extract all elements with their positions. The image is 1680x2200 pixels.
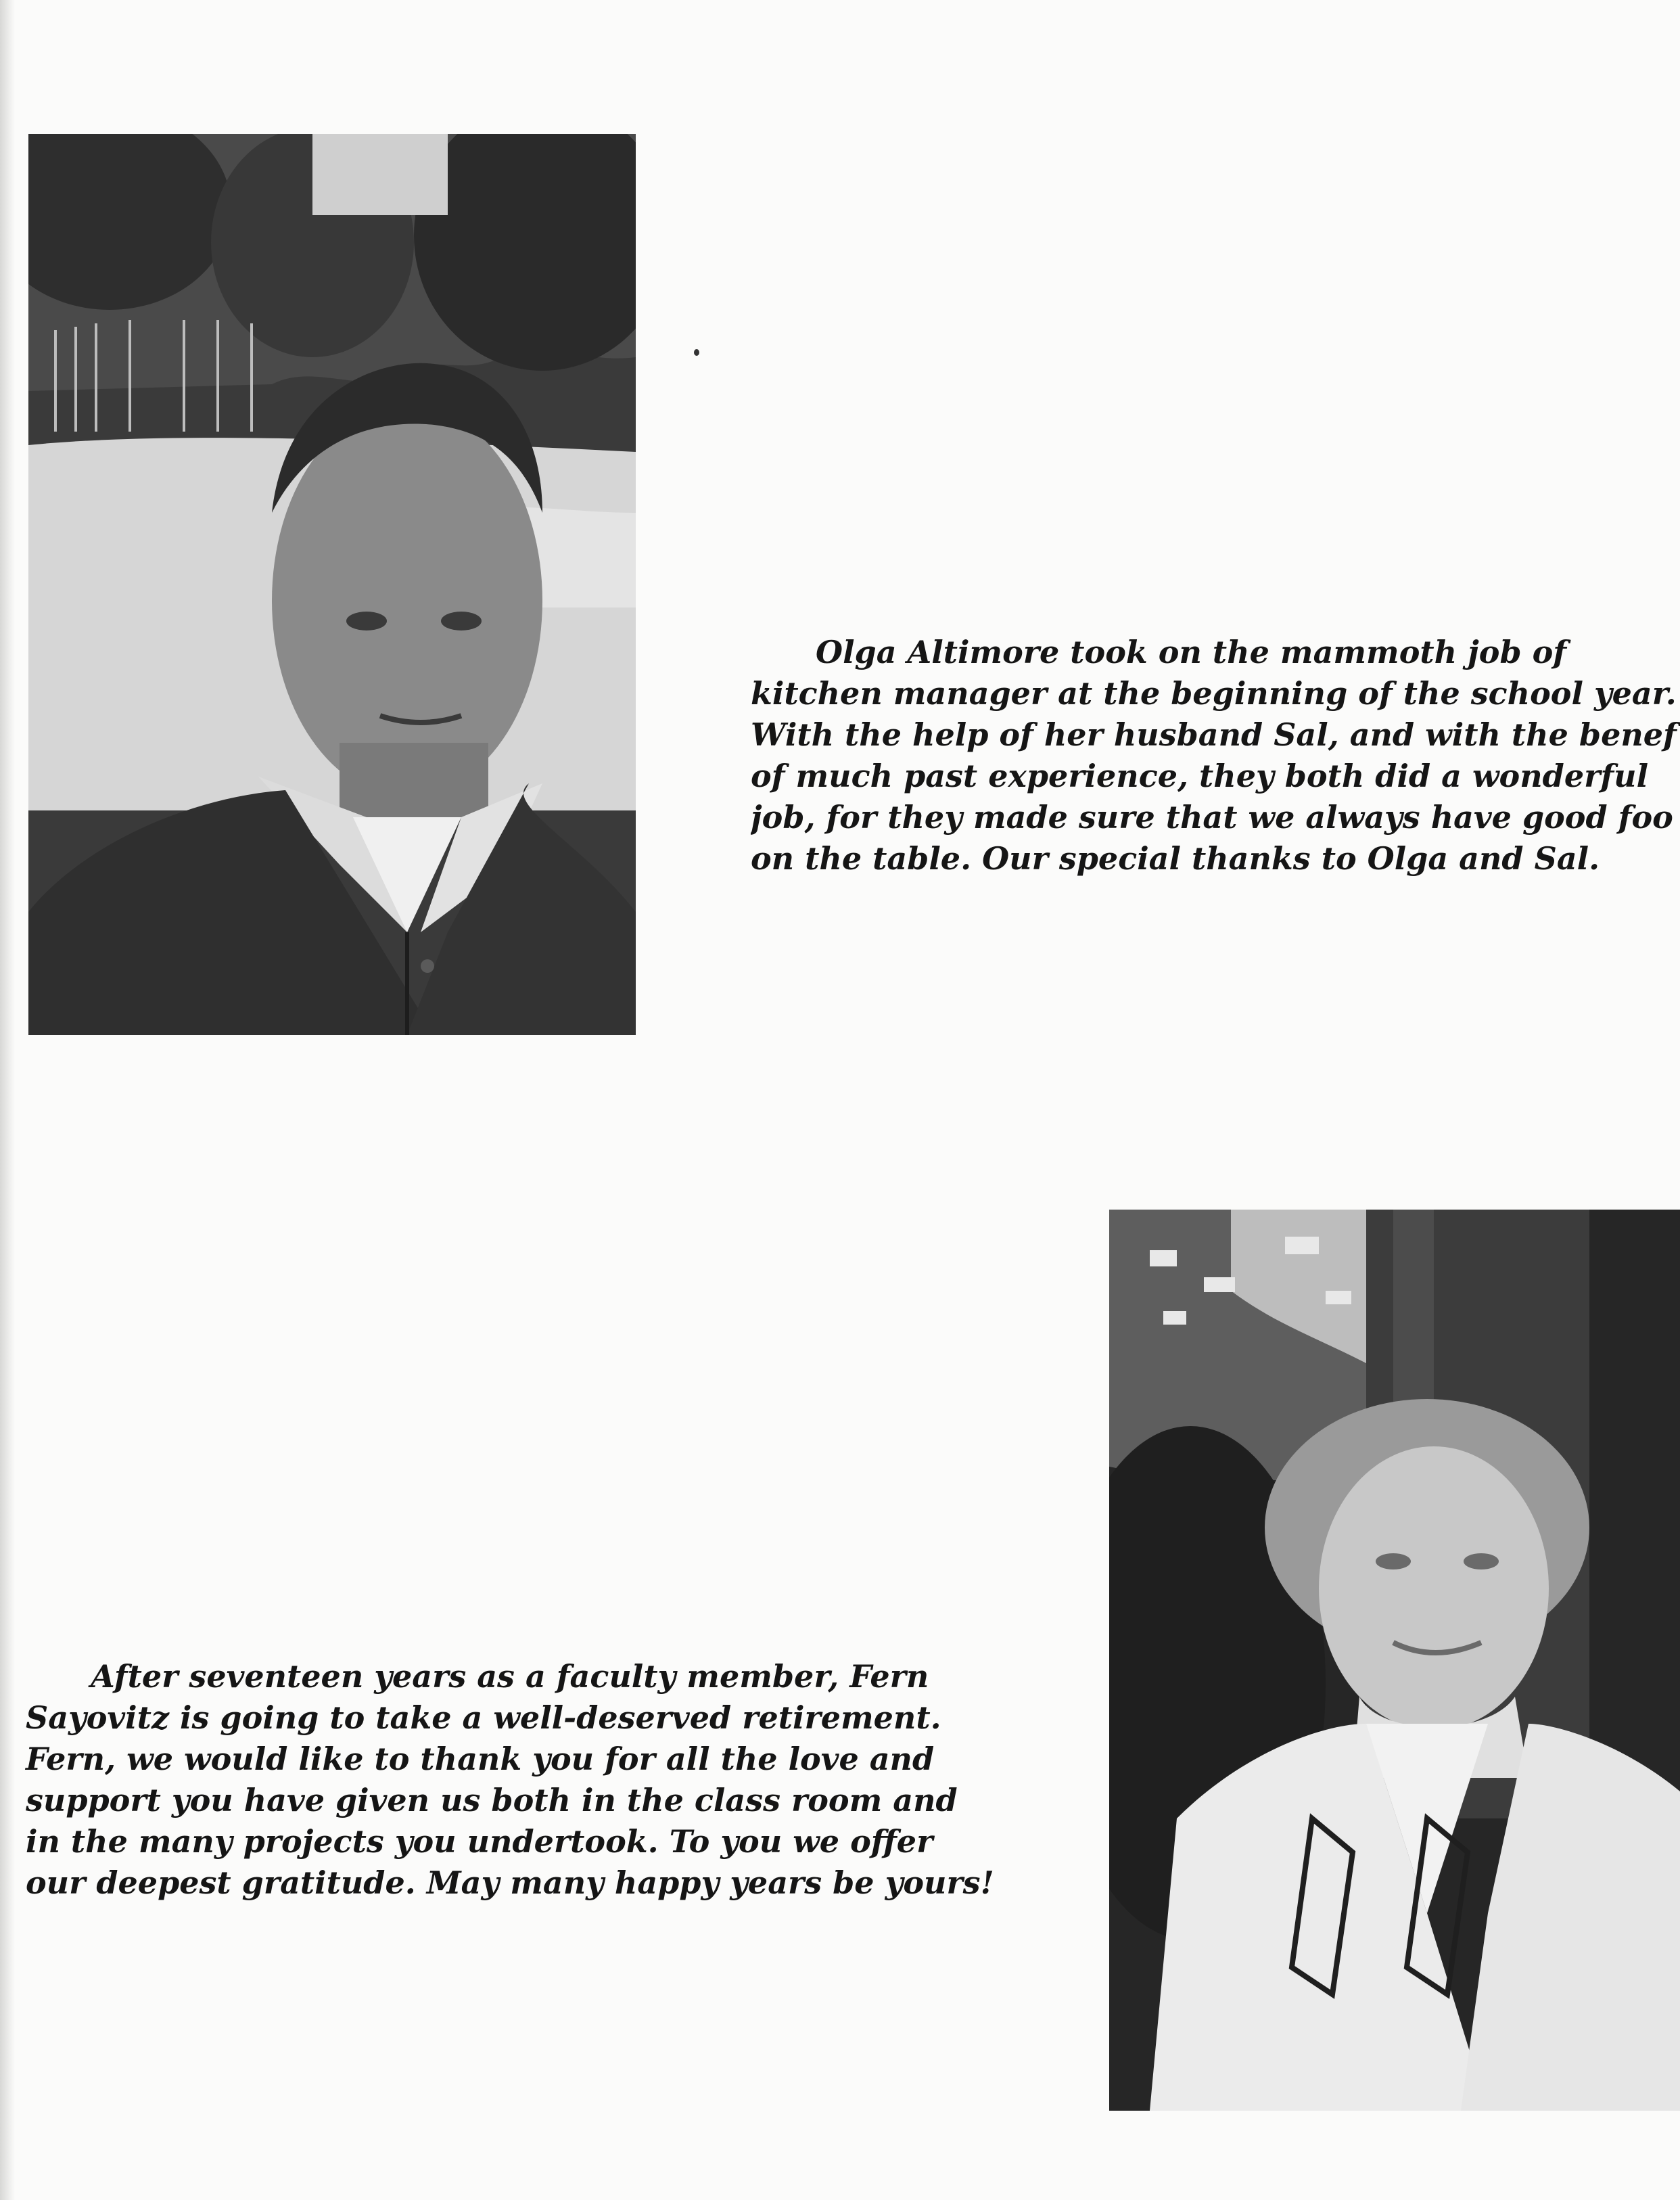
fern-caption-line: support you have given us both in the class room and xyxy=(26,1782,958,1818)
olga-photo xyxy=(28,134,636,1035)
fern-caption xyxy=(26,1656,1020,1904)
fern-photo xyxy=(1109,1210,1680,2111)
page-edge-shadow xyxy=(0,0,15,2200)
fern-caption-line: Fern, we would like to thank you for all the love and xyxy=(26,1741,935,1777)
fern-caption-line: Sayovitz is going to take a well-deserved retirement. xyxy=(26,1699,941,1736)
fern-caption-line: our deepest gratitude. May many happy years be yours! xyxy=(26,1864,994,1901)
olga-caption-line: kitchen manager at the beginning of the school year. xyxy=(751,675,1677,712)
olga-caption-line: With the help of her husband Sal, and with the benef xyxy=(751,716,1677,753)
olga-photo-image xyxy=(28,134,636,1035)
olga-caption-line: on the table. Our special thanks to Olga and Sal. xyxy=(751,840,1600,877)
olga-caption-line: Olga Altimore took on the mammoth job of xyxy=(816,634,1567,670)
olga-caption xyxy=(751,632,1680,879)
olga-caption-line: of much past experience, they both did a wonderful xyxy=(751,758,1649,794)
fern-caption-line: in the many projects you undertook. To you we offer xyxy=(26,1823,933,1860)
fern-photo-image xyxy=(1109,1210,1680,2111)
print-speck xyxy=(694,349,699,356)
olga-caption-line: job, for they made sure that we always have good foo xyxy=(751,799,1673,835)
fern-caption-line: After seventeen years as a faculty member, Fern xyxy=(91,1658,929,1695)
